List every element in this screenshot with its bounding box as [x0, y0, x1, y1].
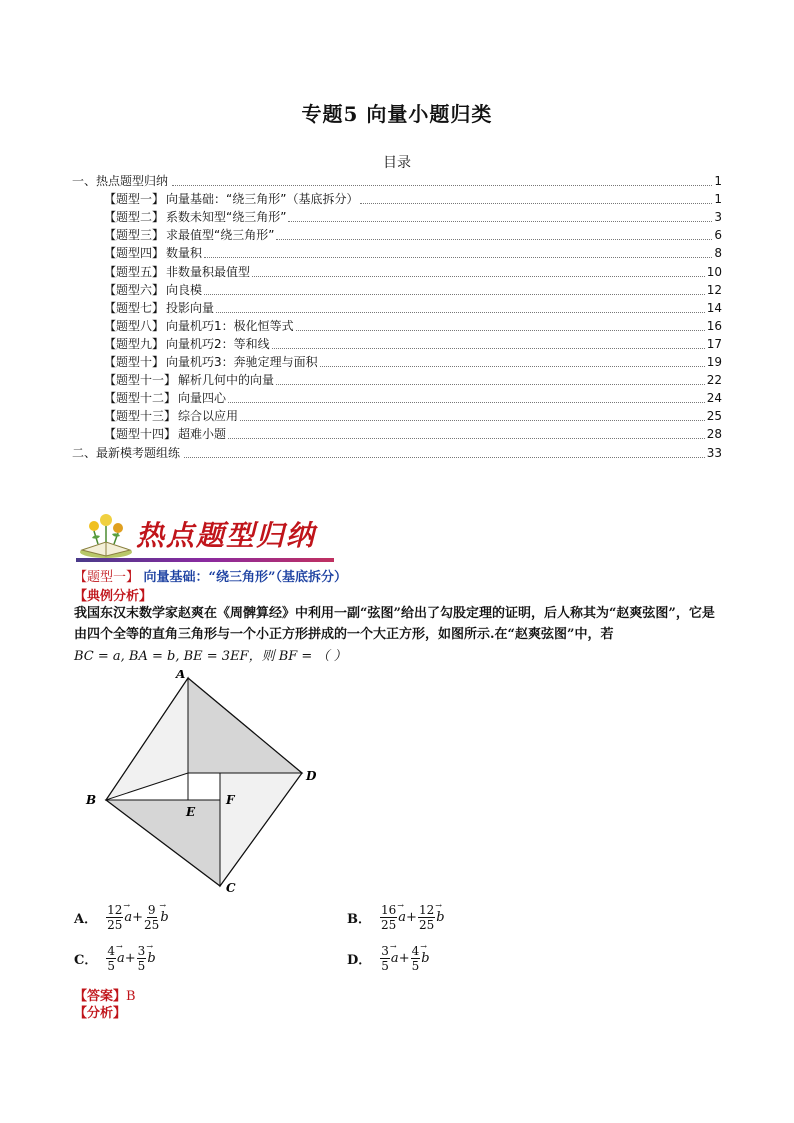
toc-item-page: 1: [714, 174, 722, 189]
toc-leader: [252, 276, 705, 277]
example-tag: 【典例分析】: [74, 589, 153, 604]
toc-item-page: 8: [714, 246, 722, 261]
toc-leader: [276, 384, 705, 385]
toc-item-label: 向量机巧2：等和线: [166, 336, 270, 351]
toc-item-tag: 【题型十四】: [104, 427, 177, 442]
option-a[interactable]: A． $\frac{12}{25}$ → a + $\frac{9}{25}$ → b: [74, 903, 169, 932]
toc-item[interactable]: [72, 317, 722, 335]
small-square: [188, 773, 220, 800]
toc-heading: 目录: [383, 155, 411, 171]
toc-item-page: 19: [706, 355, 722, 370]
label-D: D: [306, 769, 317, 783]
label-B: B: [86, 793, 97, 807]
toc-item[interactable]: [72, 172, 722, 190]
toc-leader: [228, 438, 705, 439]
toc-item-tag: 【题型九】: [104, 336, 165, 351]
toc-item-tag: 【题型十一】: [104, 373, 177, 388]
toc-leader: [216, 312, 705, 313]
toc-item[interactable]: [72, 226, 722, 244]
label-F: F: [226, 793, 235, 807]
toc-item-page: 6: [714, 228, 722, 243]
toc-item-page: 12: [706, 282, 722, 297]
banner-underline: [76, 558, 334, 562]
toc-leader: [272, 348, 705, 349]
toc-leader: [320, 366, 705, 367]
toc-item[interactable]: [72, 208, 722, 226]
toc-item-label: 向良模: [166, 282, 203, 297]
section-title: 向量基础：“绕三角形”（基底拆分）: [139, 570, 347, 585]
toc-item-page: 24: [706, 391, 722, 406]
toc-item-label: 向量四心: [178, 391, 227, 406]
toc-item-label: 向量基础：“绕三角形”（基底拆分）: [166, 192, 359, 207]
toc-item[interactable]: [72, 262, 722, 280]
vector-condition: BC = a, BA = b, BE = 3EF，则 BF = （ ）: [74, 649, 347, 664]
toc-item[interactable]: [72, 389, 722, 407]
toc-item-tag: 二、最新模考题组练: [72, 445, 181, 460]
section-banner: [76, 510, 336, 568]
toc-item-page: 17: [706, 336, 722, 351]
toc-item-label: 求最值型“绕三角形”: [166, 228, 275, 243]
toc-item[interactable]: [72, 190, 722, 208]
toc-item[interactable]: [72, 425, 722, 443]
toc-item-page: 14: [706, 300, 722, 315]
toc-leader: [288, 221, 712, 222]
toc-item-label: 向量机巧1：极化恒等式: [166, 318, 294, 333]
toc-item-tag: 【题型四】: [104, 246, 165, 261]
toc-item-page: 1: [714, 192, 722, 207]
toc-item[interactable]: [72, 299, 722, 317]
toc-leader: [228, 402, 705, 403]
page-title: 专题5 向量小题归类: [301, 102, 493, 126]
toc-item-tag: 【题型二】: [104, 210, 165, 225]
section-heading: [74, 566, 347, 585]
toc-leader: [296, 330, 705, 331]
toc-item-tag: 【题型五】: [104, 264, 165, 279]
analysis-tag: 【分析】: [74, 1006, 127, 1021]
toc-item-tag: 【题型六】: [104, 282, 165, 297]
problem-text: 我国东汉末数学家赵爽在《周髀算经》中利用一副“弦图”给出了勾股定理的证明，后人称其为“赵爽弦图”，它是由四个全等的直角三角形与一个小正方形拼成的一个大正方形，如图所示.在“赵爽弦图”中，若: [74, 606, 715, 642]
toc-leader: [172, 185, 712, 186]
option-b[interactable]: B． $\frac{16}{25}$ → a + $\frac{12}{25}$ → b: [347, 903, 445, 932]
toc-leader: [204, 294, 705, 295]
toc-item[interactable]: [72, 353, 722, 371]
table-of-contents: [72, 172, 722, 462]
label-E: E: [186, 805, 196, 819]
toc-item-page: 16: [706, 318, 722, 333]
toc-item-tag: 【题型七】: [104, 300, 165, 315]
toc-item-label: 向量机巧3：奔驰定理与面积: [166, 355, 318, 370]
toc-item-label: 非数量积最值型: [166, 264, 251, 279]
toc-item[interactable]: [72, 407, 722, 425]
toc-leader: [184, 457, 705, 458]
toc-item-label: 解析几何中的向量: [178, 373, 275, 388]
option-d[interactable]: D． $\frac{3}{5}$ → a + $\frac{4}{5}$ → b: [347, 944, 430, 973]
toc-item-label: 超难小题: [178, 427, 227, 442]
label-C: C: [226, 881, 236, 895]
toc-item[interactable]: [72, 281, 722, 299]
section-tag: 【题型一】: [74, 570, 140, 585]
toc-item-tag: 【题型一】: [104, 192, 165, 207]
toc-item-tag: 【题型三】: [104, 228, 165, 243]
toc-item-page: 10: [706, 264, 722, 279]
toc-item-label: 综合以应用: [178, 409, 239, 424]
option-c[interactable]: C． $\frac{4}{5}$ → a + $\frac{3}{5}$ → b: [74, 944, 156, 973]
toc-item-tag: 【题型十】: [104, 355, 165, 370]
toc-item-page: 3: [714, 210, 722, 225]
toc-item-page: 33: [706, 445, 722, 460]
banner-title: 热点题型归纳: [136, 519, 317, 552]
toc-item-tag: 【题型八】: [104, 318, 165, 333]
label-A: A: [176, 670, 186, 681]
toc-item-tag: 【题型十二】: [104, 391, 177, 406]
toc-item[interactable]: [72, 335, 722, 353]
toc-item[interactable]: [72, 443, 722, 461]
zhao-shuang-figure: [80, 670, 320, 904]
book-flower-icon: [76, 512, 136, 560]
toc-leader: [204, 257, 712, 258]
toc-item-page: 22: [706, 373, 722, 388]
toc-item-tag: 【题型十三】: [104, 409, 177, 424]
toc-item-label: 系数未知型“绕三角形”: [166, 210, 287, 225]
toc-item[interactable]: [72, 244, 722, 262]
toc-leader: [240, 420, 705, 421]
answer-value: B: [126, 989, 136, 1004]
toc-leader: [360, 203, 712, 204]
toc-item-label: 投影向量: [166, 300, 215, 315]
toc-item-page: 28: [706, 427, 722, 442]
toc-item-label: 数量积: [166, 246, 203, 261]
answer-tag: 【答案】: [74, 989, 127, 1004]
toc-item-page: 25: [706, 409, 722, 424]
toc-leader: [276, 239, 712, 240]
toc-item-tag: 一、热点题型归纳: [72, 174, 169, 189]
toc-item[interactable]: [72, 371, 722, 389]
